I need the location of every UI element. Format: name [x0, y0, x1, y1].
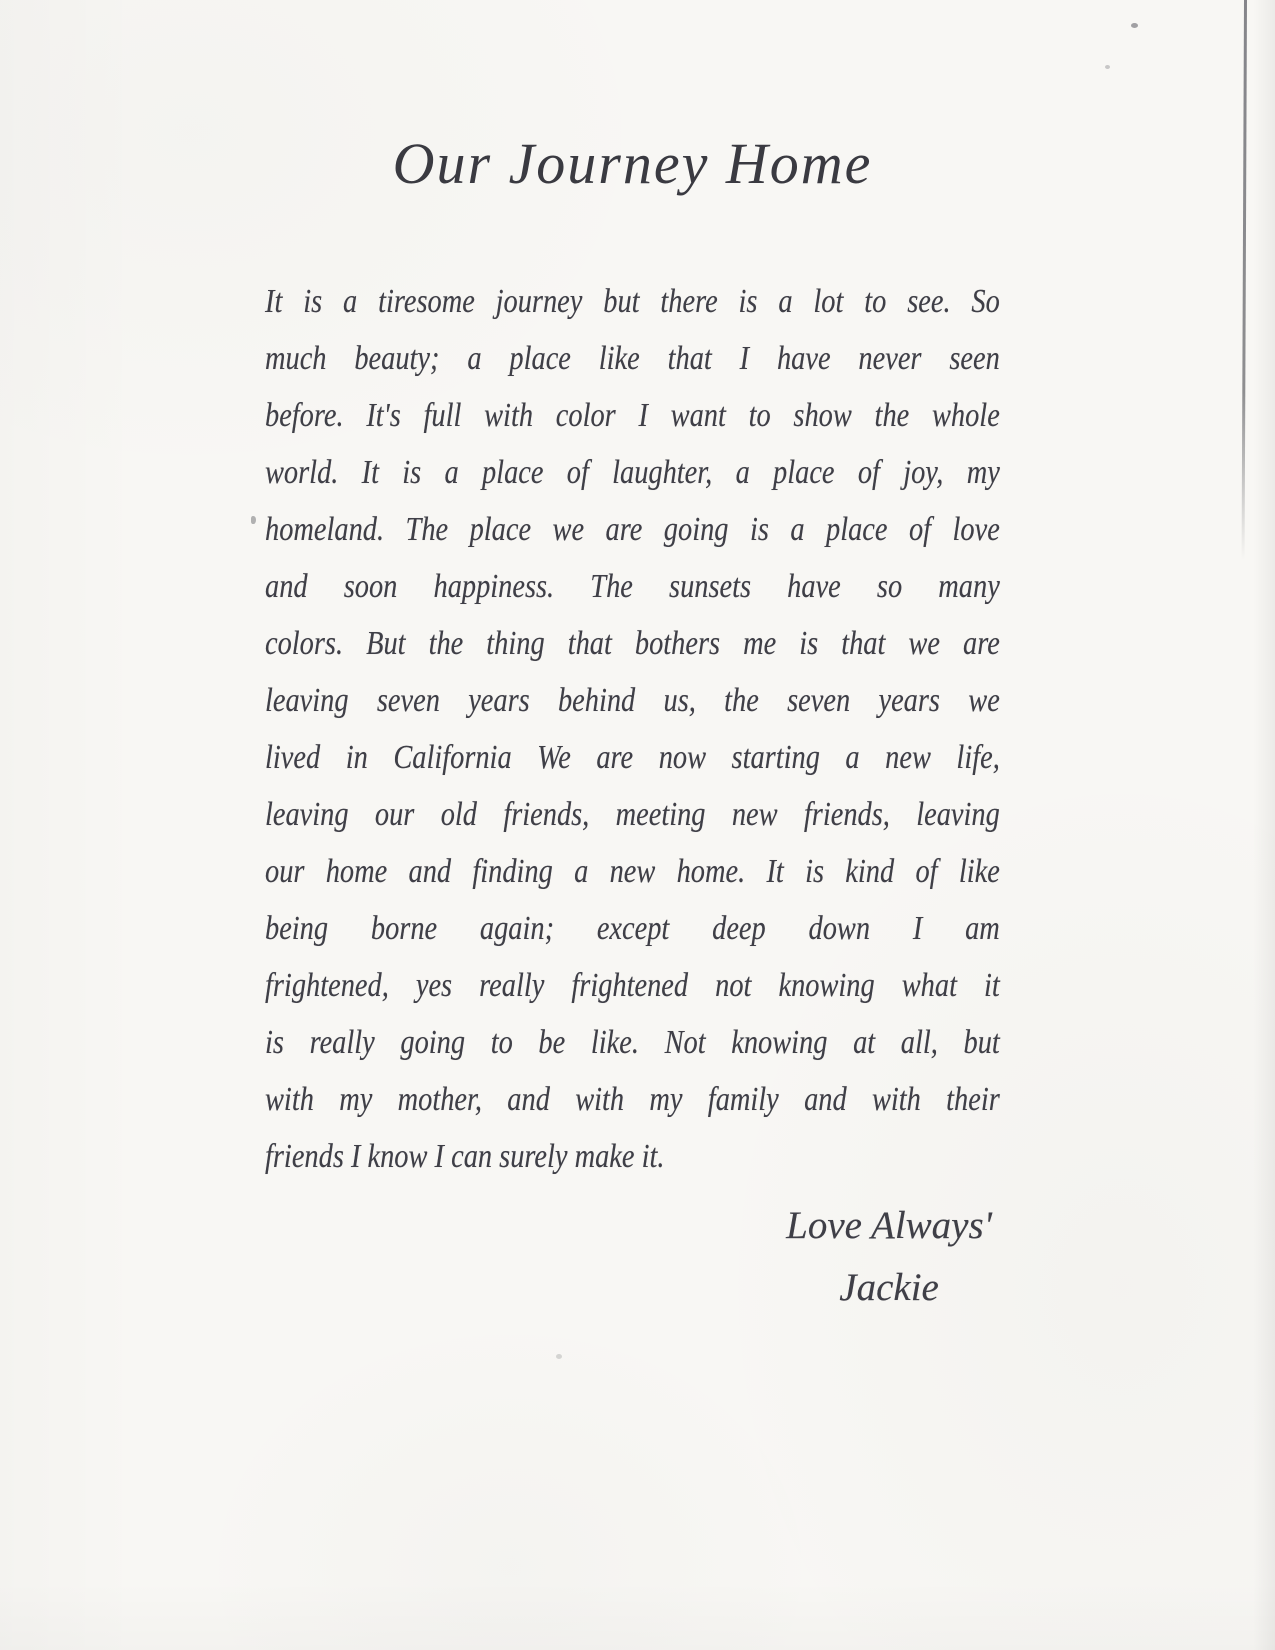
body-line: being borne again; except deep down I am	[265, 910, 1000, 947]
scan-speck-artifact	[556, 1354, 562, 1359]
signature-name: Jackie	[839, 1266, 939, 1309]
body-line: with my mother, and with my family and with their	[265, 1081, 1000, 1118]
text-column	[265, 0, 1000, 1319]
body-line: colors. But the thing that bothers me is that we are	[265, 625, 1000, 662]
body-line: our home and finding a new home. It is kind of like	[265, 853, 1000, 890]
signature-block	[786, 1195, 992, 1319]
document-title: Our Journey Home	[392, 131, 873, 196]
body-line: is really going to be like. Not knowing at all, but	[265, 1024, 1000, 1061]
body-line: lived in California We are now starting a new life,	[265, 739, 1000, 776]
body-line: before. It's full with color I want to show the whole	[265, 397, 1000, 434]
scan-speck-artifact	[1131, 23, 1138, 28]
body-line: and soon happiness. The sunsets have so many	[265, 568, 1000, 605]
scan-edge-line-artifact	[1242, 0, 1247, 560]
scan-speck-artifact	[251, 516, 256, 524]
body-line: leaving seven years behind us, the seven years we	[265, 682, 1000, 719]
letter-body	[265, 273, 1000, 1185]
body-line: It is a tiresome journey but there is a lot to see. So	[265, 283, 1000, 320]
body-line: homeland. The place we are going is a place of love	[265, 511, 1000, 548]
body-line: much beauty; a place like that I have never seen	[265, 340, 1000, 377]
body-line: frightened, yes really frightened not knowing what it	[265, 967, 1000, 1004]
signature-closing: Love Always'	[786, 1204, 992, 1247]
scan-speck-artifact	[1105, 65, 1110, 69]
body-line: leaving our old friends, meeting new friends, leaving	[265, 796, 1000, 833]
body-line: friends I know I can surely make it.	[265, 1138, 665, 1175]
body-line: world. It is a place of laughter, a place of joy, my	[265, 454, 1000, 491]
